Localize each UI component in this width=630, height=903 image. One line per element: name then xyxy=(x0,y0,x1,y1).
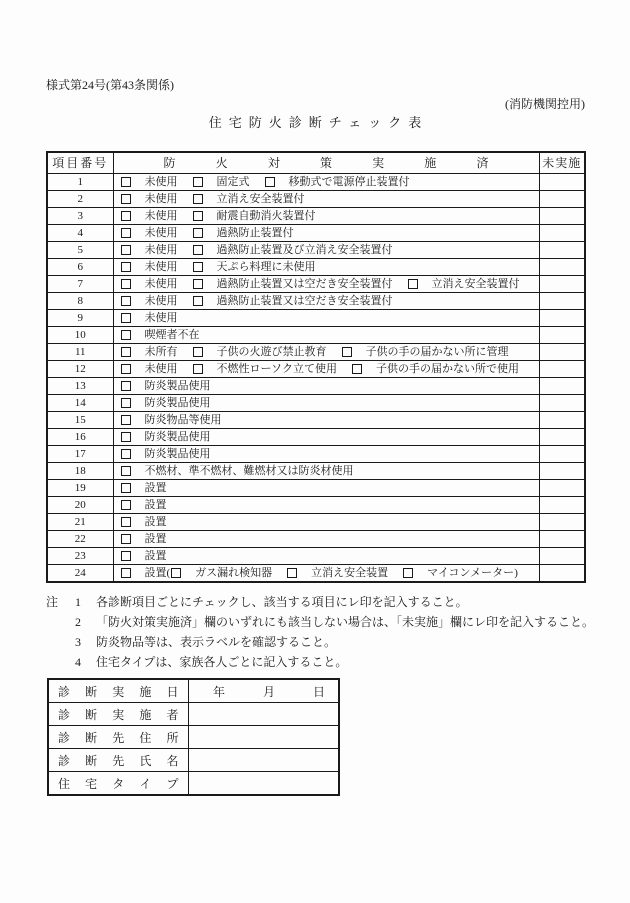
item-number: 16 xyxy=(47,428,113,445)
checklist-row xyxy=(47,377,585,394)
info-value-cell[interactable] xyxy=(188,749,339,772)
option-label: 未使用 xyxy=(144,277,178,290)
page-title: 住宅防火診断チェック表 xyxy=(208,115,429,130)
checkbox[interactable] xyxy=(121,415,131,425)
measures-cell xyxy=(113,224,539,241)
checkbox[interactable] xyxy=(121,534,131,544)
checklist-row xyxy=(47,224,585,241)
not-done-cell[interactable] xyxy=(539,479,585,496)
notes-section xyxy=(46,592,594,672)
checkbox[interactable] xyxy=(121,364,131,374)
info-row xyxy=(48,703,339,726)
option-label: 未所有 xyxy=(144,345,178,358)
not-done-cell[interactable] xyxy=(539,547,585,564)
option-label: 防炎製品使用 xyxy=(144,447,211,460)
checkbox[interactable] xyxy=(193,296,203,306)
item-number: 9 xyxy=(47,309,113,326)
not-done-cell[interactable] xyxy=(539,428,585,445)
item-number: 6 xyxy=(47,258,113,275)
info-label: 診 断 実 施 者 xyxy=(48,703,188,726)
measures-cell xyxy=(113,564,539,582)
option-label: 立消え安全装置付 xyxy=(216,192,305,205)
checkbox[interactable] xyxy=(342,347,352,357)
checklist-row xyxy=(47,360,585,377)
note-text: 住宅タイプは、家族各人ごとに記入すること。 xyxy=(96,655,348,669)
note-line xyxy=(46,632,594,652)
not-done-cell[interactable] xyxy=(539,292,585,309)
checkbox[interactable] xyxy=(121,517,131,527)
item-number: 1 xyxy=(47,173,113,190)
not-done-cell[interactable] xyxy=(539,564,585,582)
option-label: 設置 xyxy=(144,549,167,562)
item-number: 7 xyxy=(47,275,113,292)
note-marker: 注 xyxy=(46,595,59,609)
measures-cell xyxy=(113,309,539,326)
not-done-cell[interactable] xyxy=(539,530,585,547)
checklist-row xyxy=(47,462,585,479)
option-label: 喫煙者不在 xyxy=(144,328,200,341)
measures-cell xyxy=(113,428,539,445)
option-label: 不燃材、準不燃材、難燃材又は防炎材使用 xyxy=(144,464,354,477)
checklist-row xyxy=(47,258,585,275)
measures-cell xyxy=(113,326,539,343)
not-done-cell[interactable] xyxy=(539,190,585,207)
checkbox[interactable] xyxy=(403,568,413,578)
checkbox[interactable] xyxy=(121,228,131,238)
measures-cell xyxy=(113,173,539,190)
checklist-row xyxy=(47,564,585,582)
checklist-row xyxy=(47,530,585,547)
option-label: 未使用 xyxy=(144,209,178,222)
item-number: 3 xyxy=(47,207,113,224)
measures-cell xyxy=(113,513,539,530)
option-label: 設置 xyxy=(144,498,167,511)
checkbox[interactable] xyxy=(121,398,131,408)
info-row xyxy=(48,749,339,772)
checkbox[interactable] xyxy=(121,279,131,289)
measures-cell xyxy=(113,445,539,462)
note-number: 4 xyxy=(75,655,81,669)
not-done-cell[interactable] xyxy=(539,445,585,462)
not-done-cell[interactable] xyxy=(539,462,585,479)
option-label: 立消え安全装置 xyxy=(311,566,389,579)
checklist-row xyxy=(47,275,585,292)
option-label: 未使用 xyxy=(144,226,178,239)
item-number: 8 xyxy=(47,292,113,309)
option-label: 防炎製品使用 xyxy=(144,396,211,409)
header-item-number: 項目番号 xyxy=(47,152,113,173)
item-number: 18 xyxy=(47,462,113,479)
measures-cell xyxy=(113,530,539,547)
option-label: 子供の手の届かない所に管理 xyxy=(365,345,509,358)
measures-cell xyxy=(113,292,539,309)
note-line xyxy=(46,592,594,612)
checklist-row xyxy=(47,428,585,445)
info-value-cell[interactable] xyxy=(188,726,339,749)
checkbox[interactable] xyxy=(193,228,203,238)
checklist-row xyxy=(47,292,585,309)
checklist-row xyxy=(47,513,585,530)
option-label: 設置( xyxy=(144,566,171,579)
checklist-row xyxy=(47,547,585,564)
not-done-cell[interactable] xyxy=(539,258,585,275)
note-text: 「防火対策実施済」欄のいずれにも該当しない場合は、「未実施」欄にレ印を記入すること。 xyxy=(96,615,595,629)
option-label: 防炎物品等使用 xyxy=(144,413,222,426)
option-label: 不燃性ローソク立て使用 xyxy=(216,362,337,375)
option-label: 未使用 xyxy=(144,294,178,307)
checkbox[interactable] xyxy=(121,551,131,561)
checkbox[interactable] xyxy=(121,330,131,340)
checkbox[interactable] xyxy=(193,262,203,272)
checklist-row xyxy=(47,411,585,428)
note-number: 2 xyxy=(75,615,81,629)
info-row xyxy=(48,772,339,796)
measures-cell xyxy=(113,343,539,360)
header-measures: 防 火 対 策 実 施 済 xyxy=(113,152,539,173)
checkbox[interactable] xyxy=(193,279,203,289)
measures-cell xyxy=(113,496,539,513)
not-done-cell[interactable] xyxy=(539,309,585,326)
not-done-cell[interactable] xyxy=(539,496,585,513)
checkbox[interactable] xyxy=(121,347,131,357)
not-done-cell[interactable] xyxy=(539,275,585,292)
option-label: 未使用 xyxy=(144,260,178,273)
checkbox[interactable] xyxy=(121,568,131,578)
item-number: 14 xyxy=(47,394,113,411)
info-label: 診 断 先 氏 名 xyxy=(48,749,188,772)
option-label: 過熱防止装置及び立消え安全装置付 xyxy=(216,243,393,256)
checklist-row xyxy=(47,173,585,190)
option-label: 過熱防止装置又は空だき安全装置付 xyxy=(216,277,393,290)
not-done-cell[interactable] xyxy=(539,360,585,377)
checkbox[interactable] xyxy=(193,364,203,374)
not-done-cell[interactable] xyxy=(539,411,585,428)
note-text: 防炎物品等は、表示ラベルを確認すること。 xyxy=(96,635,337,649)
option-label: 子供の火遊び禁止教育 xyxy=(216,345,327,358)
item-number: 10 xyxy=(47,326,113,343)
item-number: 24 xyxy=(47,564,113,582)
note-marker xyxy=(46,612,75,632)
checklist-row xyxy=(47,479,585,496)
checkbox[interactable] xyxy=(121,262,131,272)
item-number: 5 xyxy=(47,241,113,258)
measures-cell xyxy=(113,275,539,292)
option-label: 防炎製品使用 xyxy=(144,430,211,443)
measures-cell xyxy=(113,411,539,428)
item-number: 23 xyxy=(47,547,113,564)
checkbox[interactable] xyxy=(121,313,131,323)
checklist-row xyxy=(47,496,585,513)
checklist-table xyxy=(46,151,586,583)
checkbox[interactable] xyxy=(121,194,131,204)
measures-cell xyxy=(113,377,539,394)
checkbox[interactable] xyxy=(193,347,203,357)
note-number: 3 xyxy=(75,635,81,649)
item-number: 13 xyxy=(47,377,113,394)
option-label: 過熱防止装置付 xyxy=(216,226,294,239)
option-label: 未使用 xyxy=(144,192,178,205)
checklist-row xyxy=(47,343,585,360)
checkbox[interactable] xyxy=(193,211,203,221)
checkbox[interactable] xyxy=(121,432,131,442)
option-label: 未使用 xyxy=(144,175,178,188)
checkbox[interactable] xyxy=(121,211,131,221)
note-line xyxy=(46,652,594,672)
checklist-row xyxy=(47,309,585,326)
form-number: 様式第24号(第43条関係) xyxy=(46,78,174,92)
option-label: 立消え安全装置付 xyxy=(431,277,520,290)
checklist-row xyxy=(47,190,585,207)
item-number: 12 xyxy=(47,360,113,377)
not-done-cell[interactable] xyxy=(539,343,585,360)
option-label: 天ぷら料理に未使用 xyxy=(216,260,316,273)
checkbox[interactable] xyxy=(121,483,131,493)
option-label: 子供の手の届かない所で使用 xyxy=(375,362,519,375)
note-marker xyxy=(46,652,75,672)
option-label: 耐震自動消火装置付 xyxy=(216,209,316,222)
checkbox[interactable] xyxy=(265,177,275,187)
checklist-row xyxy=(47,241,585,258)
checkbox[interactable] xyxy=(121,449,131,459)
option-label: 未使用 xyxy=(144,362,178,375)
checklist-row xyxy=(47,394,585,411)
suffix-text: ) xyxy=(514,566,518,579)
option-label: 固定式 xyxy=(216,175,250,188)
checkbox[interactable] xyxy=(121,177,131,187)
measures-cell xyxy=(113,547,539,564)
checklist-row xyxy=(47,326,585,343)
option-label: 防炎製品使用 xyxy=(144,379,211,392)
checkbox[interactable] xyxy=(352,364,362,374)
checkbox[interactable] xyxy=(193,245,203,255)
not-done-cell[interactable] xyxy=(539,173,585,190)
checkbox[interactable] xyxy=(121,381,131,391)
not-done-cell[interactable] xyxy=(539,377,585,394)
item-number: 20 xyxy=(47,496,113,513)
item-number: 17 xyxy=(47,445,113,462)
option-label: ガス漏れ検知器 xyxy=(195,566,273,579)
header-not-done: 未実施 xyxy=(539,152,585,173)
checkbox[interactable] xyxy=(121,466,131,476)
not-done-cell[interactable] xyxy=(539,241,585,258)
not-done-cell[interactable] xyxy=(539,394,585,411)
item-number: 11 xyxy=(47,343,113,360)
checklist-row xyxy=(47,445,585,462)
item-number: 19 xyxy=(47,479,113,496)
measures-cell xyxy=(113,258,539,275)
checklist-header-row xyxy=(47,152,585,173)
item-number: 2 xyxy=(47,190,113,207)
measures-cell xyxy=(113,479,539,496)
item-number: 4 xyxy=(47,224,113,241)
option-label: 未使用 xyxy=(144,311,178,324)
info-row xyxy=(48,726,339,749)
item-number: 15 xyxy=(47,411,113,428)
not-done-cell[interactable] xyxy=(539,224,585,241)
measures-cell xyxy=(113,207,539,224)
option-label: 過熱防止装置又は空だき安全装置付 xyxy=(216,294,393,307)
note-line xyxy=(46,612,594,632)
option-label: 設置 xyxy=(144,515,167,528)
copy-label: (消防機関控用) xyxy=(505,97,585,111)
not-done-cell[interactable] xyxy=(539,326,585,343)
measures-cell xyxy=(113,241,539,258)
checkbox[interactable] xyxy=(287,568,297,578)
checkbox[interactable] xyxy=(408,279,418,289)
note-number: 1 xyxy=(75,595,81,609)
note-text: 各診断項目ごとにチェックし、該当する項目にレ印を記入すること。 xyxy=(96,595,468,609)
option-label: 設置 xyxy=(144,532,167,545)
checkbox[interactable] xyxy=(193,177,203,187)
checkbox[interactable] xyxy=(121,245,131,255)
not-done-cell[interactable] xyxy=(539,207,585,224)
option-label: 設置 xyxy=(144,481,167,494)
checkbox[interactable] xyxy=(121,500,131,510)
info-row xyxy=(48,679,339,703)
info-value-cell[interactable]: 年 月 日 xyxy=(188,679,339,703)
checkbox[interactable] xyxy=(121,296,131,306)
measures-cell xyxy=(113,462,539,479)
item-number: 21 xyxy=(47,513,113,530)
info-value-cell[interactable] xyxy=(188,703,339,726)
not-done-cell[interactable] xyxy=(539,513,585,530)
item-number: 22 xyxy=(47,530,113,547)
checkbox[interactable] xyxy=(193,194,203,204)
info-label: 診 断 実 施 日 xyxy=(48,679,188,703)
info-value-cell[interactable] xyxy=(188,772,339,796)
checklist-row xyxy=(47,207,585,224)
measures-cell xyxy=(113,360,539,377)
info-label: 住 宅 タ イ プ xyxy=(48,772,188,796)
measures-cell xyxy=(113,394,539,411)
option-label: 未使用 xyxy=(144,243,178,256)
diagnosis-info-table xyxy=(47,678,340,796)
note-marker xyxy=(46,632,75,652)
option-label: マイコンメーター xyxy=(427,566,515,579)
measures-cell xyxy=(113,190,539,207)
info-label: 診 断 先 住 所 xyxy=(48,726,188,749)
checkbox[interactable] xyxy=(171,568,181,578)
option-label: 移動式で電源停止装置付 xyxy=(288,175,410,188)
